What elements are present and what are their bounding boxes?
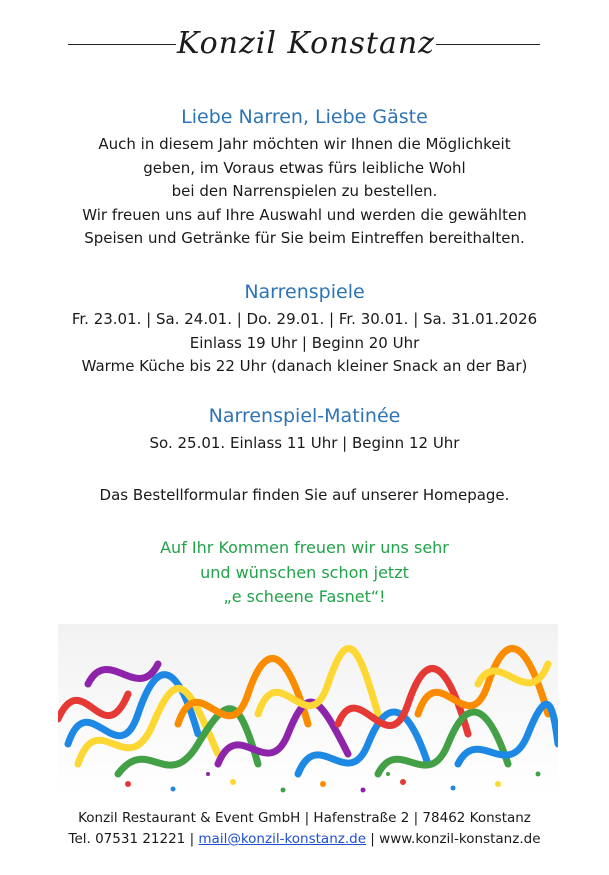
closing-line: Auf Ihr Kommen freuen wir uns sehr [160, 538, 449, 557]
narrenspiele-heading: Narrenspiele [244, 281, 365, 303]
footer-phone: Tel. 07531 21221 | [68, 831, 199, 847]
footer-contact [0, 829, 609, 850]
narrenspiele-kitchen: Warme Küche bis 22 Uhr (danach kleiner Snack an der Bar) [81, 357, 528, 375]
matinee-heading: Narrenspiel-Matinée [208, 405, 401, 427]
closing-text [0, 536, 609, 610]
intro-text [0, 133, 609, 251]
intro-line: geben, im Voraus etwas fürs leibliche Wohl [143, 158, 466, 177]
logo-divider-right [436, 44, 540, 45]
email-link[interactable]: mail@konzil-konstanz.de [198, 831, 367, 847]
narrenspiele-info [0, 308, 609, 379]
closing-line: „e scheene Fasnet“! [223, 587, 386, 606]
order-note: Das Bestellformular finden Sie auf unserer Homepage. [99, 486, 510, 504]
logo-divider-left [68, 44, 176, 45]
intro-heading: Liebe Narren, Liebe Gäste [181, 106, 428, 128]
streamers-image [58, 624, 558, 796]
footer-address: Konzil Restaurant & Event GmbH | Hafenstraße 2 | 78462 Konstanz [78, 810, 531, 826]
footer-website: | www.konzil-konstanz.de [366, 831, 541, 847]
narrenspiele-dates: Fr. 23.01. | Sa. 24.01. | Do. 29.01. | Fr. 30.01. | Sa. 31.01.2026 [71, 310, 538, 328]
intro-line: bei den Narrenspielen zu bestellen. [171, 182, 438, 200]
narrenspiele-times: Einlass 19 Uhr | Beginn 20 Uhr [189, 333, 420, 352]
footer [0, 808, 609, 850]
matinee-info: So. 25.01. Einlass 11 Uhr | Beginn 12 Uhr [149, 434, 460, 452]
intro-line: Wir freuen uns auf Ihre Auswahl und werden die gewählten [82, 205, 527, 224]
logo-header [0, 18, 609, 74]
intro-line: Auch in diesem Jahr möchten wir Ihnen die Möglichkeit [98, 135, 511, 153]
konzil-logo: Konzil Konstanz [177, 26, 435, 61]
closing-line: und wünschen schon jetzt [200, 562, 409, 582]
intro-line: Speisen und Getränke für Sie beim Eintreffen bereithalten. [84, 229, 525, 247]
